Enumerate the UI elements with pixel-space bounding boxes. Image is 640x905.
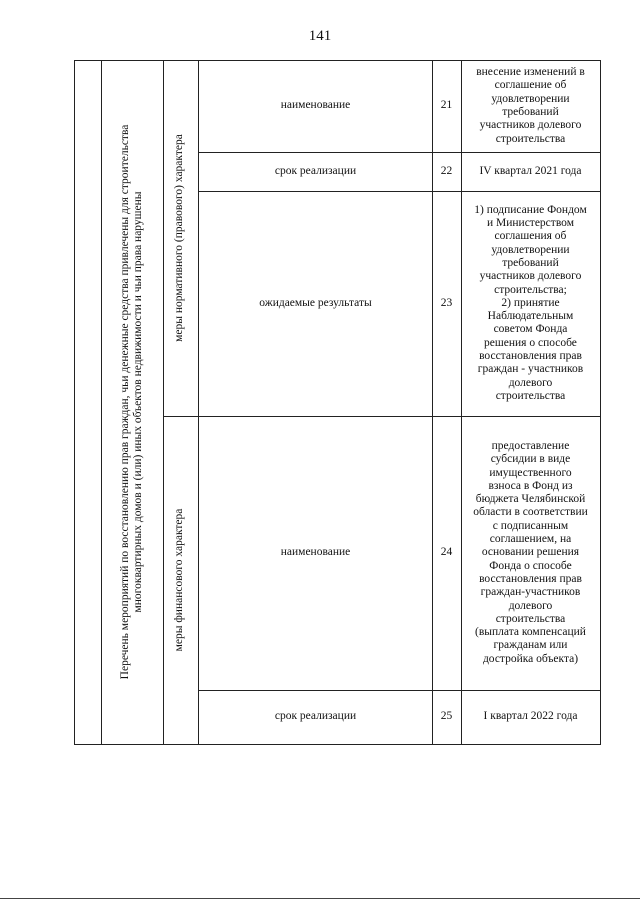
row-label: наименование xyxy=(280,99,351,112)
row-value: 1) подписание Фондом и Министерством соглашения об удовлетворении требований участников долевого строительства; 2) принятие Наблюдательным советом Фонда решения о способе восстановления прав граждан - участников долевого строительства xyxy=(474,203,587,402)
row-label: наименование xyxy=(280,546,351,559)
column-divider xyxy=(101,60,102,745)
row-value: I квартал 2022 года xyxy=(483,710,578,723)
table-bottom-border xyxy=(74,744,601,745)
row-label: срок реализации xyxy=(274,710,357,723)
row-label: срок реализации xyxy=(274,164,357,177)
page-number: 141 xyxy=(308,28,332,44)
page-bottom-rule xyxy=(0,898,640,899)
row-value: внесение изменений в соглашение об удовлетворении требований участников долевого строительства xyxy=(476,66,585,145)
table-left-border xyxy=(74,60,75,745)
row-number: 22 xyxy=(440,164,453,177)
row-number: 24 xyxy=(440,546,453,559)
row-value: IV квартал 2021 года xyxy=(479,164,582,177)
column-divider xyxy=(163,60,164,745)
table-right-border xyxy=(600,60,601,745)
row-value: предоставление субсидии в виде имущественного взноса в Фонд из бюджета Челябинской области в соответствии с подписанным соглашением, на основании решения Фонда о способе восстановления прав граждан-участников долевого строительства (выплата компенсаций гражданам или достройка объекта) xyxy=(473,439,588,665)
group-normative-label: меры нормативного (правового) характера xyxy=(173,134,186,342)
row-number: 23 xyxy=(440,296,453,309)
group-financial-label: меры финансового характера xyxy=(173,508,186,652)
row-label: ожидаемые результаты xyxy=(259,296,372,309)
row-number: 25 xyxy=(440,710,453,723)
section-title: Перечень мероприятий по восстановлению прав граждан, чьи денежные средства привлечены для строительства многоквартирных домов и (или) иных объектов недвижимости и чьи права нарушены xyxy=(118,124,144,680)
row-number: 21 xyxy=(440,99,453,112)
